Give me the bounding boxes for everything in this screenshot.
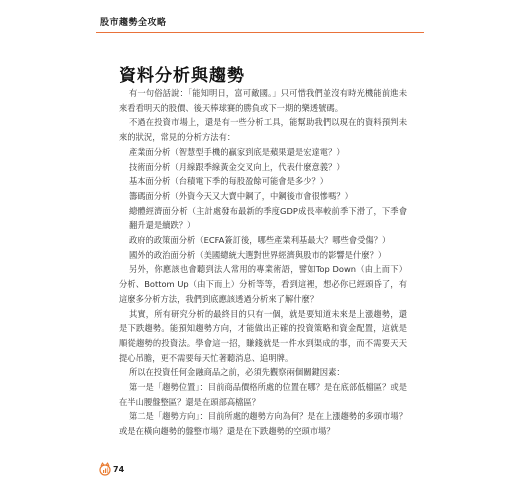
header-rule <box>96 32 424 33</box>
list-item-macro: 總體經濟面分析（主計處發布最新的季度GDP成長率較前季下滑了，下季會翻升還是續跌？） <box>128 205 407 231</box>
list-item-fundamental: 基本面分析（台積電下季的每股盈餘可能會是多少？） <box>128 176 329 187</box>
list-item-politics: 國外的政治面分析（美國總統大選對世界經濟與股市的影響是什麼？） <box>128 249 387 260</box>
running-head: 股市趨勢全攻略 <box>100 18 167 28</box>
paragraph-intro: 有一句俗話說：「能知明日，富可敵國。」只可惜我們並沒有時光機能前進未來看看明天的股價、後天棒球賽的勝負或下一期的樂透號碼。 <box>119 88 407 113</box>
bull-chart-icon <box>99 462 111 476</box>
page-number: 74 <box>113 464 125 474</box>
chapter-title: 資料分析與趨勢 <box>119 66 245 86</box>
list-item-technical: 技術面分析（月線跟季線黃金交叉向上，代表什麼意義？） <box>128 161 345 172</box>
paragraph-key-factors: 所以在投資任何金融商品之前，必須先觀察兩個關鍵因素： <box>128 367 345 378</box>
paragraph-trend-direction: 第二是「趨勢方向」：目前所處的趨勢方向為何？是在上漲趨勢的多頭市場？或是在橫向趨勢的盤整市場？還是在下跌趨勢的空頭市場？ <box>119 411 407 437</box>
paragraph-trend-goal: 其實，所有研究分析的最終目的只有一個，就是要知道未來是上漲趨勢，還是下跌趨勢。能預知趨勢方向，才能做出正確的投資策略和資金配置，這就是順從趨勢的投資法。學會這一招，賺錢就是一件水到渠成的事，而不需要天天提心吊膽，更不需要每天忙著聽消息、追明牌。 <box>119 308 407 363</box>
paragraph-top-down: 另外，你應該也會聽到法人常用的專業術語，譬如Top Down（由上而下）分析、Bottom Up（由下而上）分析等等，看到這裡，想必你已經頭昏了，有這麼多分析方法，我們到底應該透過分析來了解什麼？ <box>119 264 407 304</box>
body-text <box>119 86 407 439</box>
list-item-chips: 籌碼面分析（外資今天又大賣中鋼了，中鋼後市會很慘嗎？） <box>128 190 353 201</box>
page-footer <box>99 462 124 476</box>
list-item-policy: 政府的政策面分析（ECFA簽訂後，哪些產業利基最大？哪些會受傷？） <box>128 235 391 246</box>
paragraph-methods-intro: 不過在投資市場上，還是有一些分析工具，能幫助我們以現在的資料預判未來的狀況，常見的分析方法有： <box>119 117 407 143</box>
list-item-industry: 產業面分析（智慧型手機的贏家到底是蘋果還是宏達電？） <box>128 146 345 157</box>
paragraph-trend-position: 第一是「趨勢位置」：目前商品價格所處的位置在哪？是在底部低檔區？或是在半山腰盤整區？還是在頭部高檔區？ <box>119 382 407 407</box>
